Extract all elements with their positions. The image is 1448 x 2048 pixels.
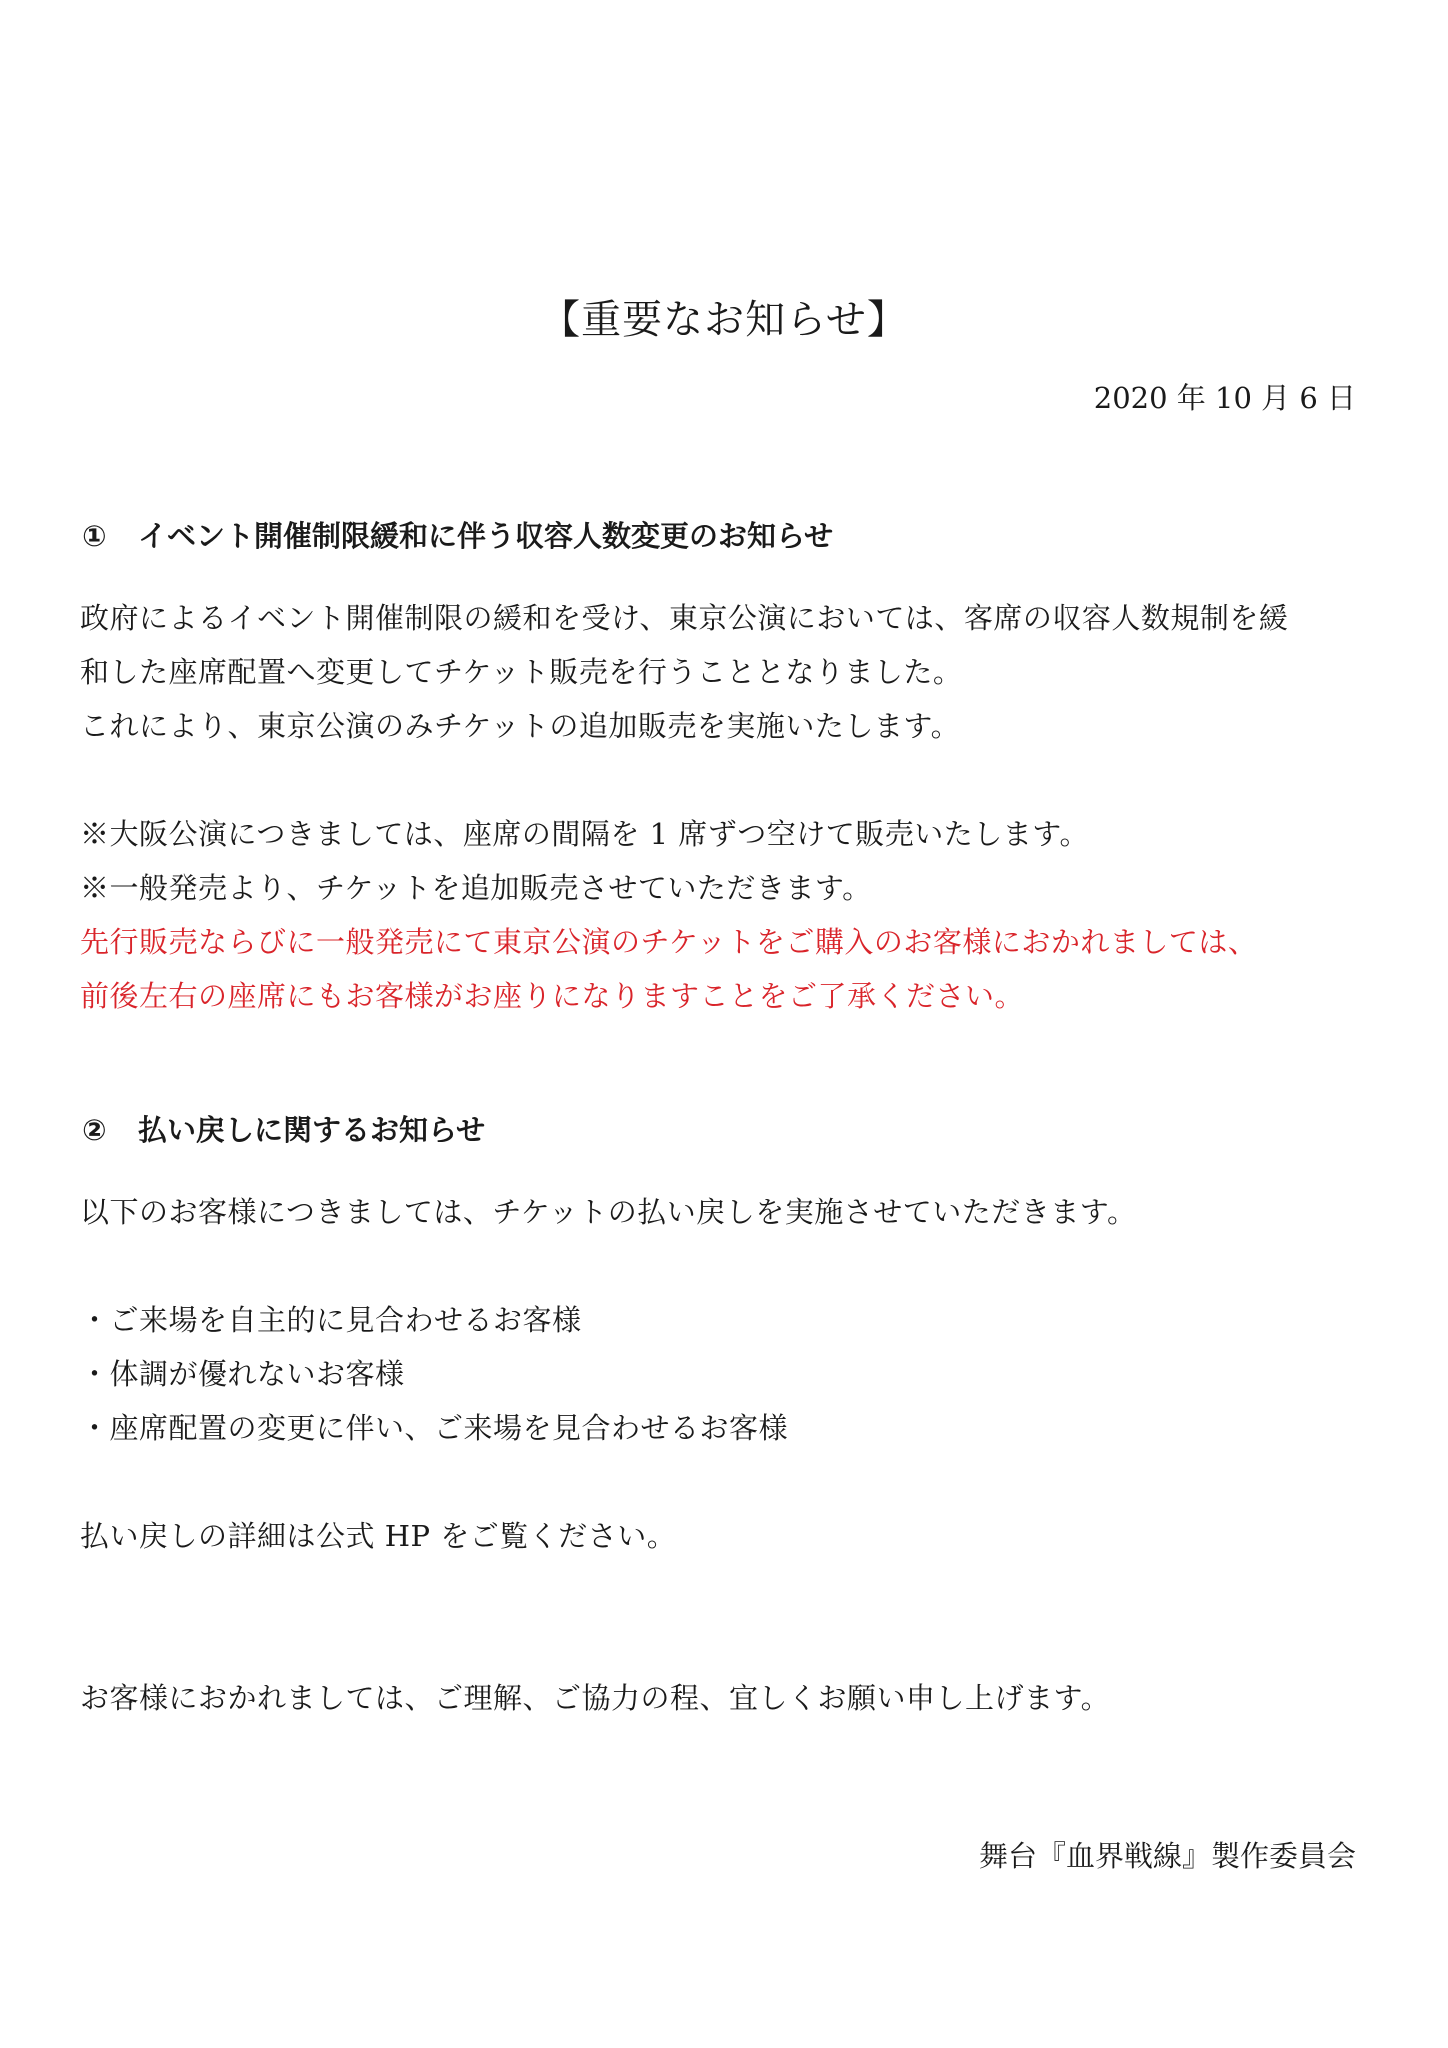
section1-note: ※大阪公演につきましては、座席の間隔を 1 席ずつ空けて販売いたします。 bbox=[80, 817, 1089, 851]
section2-heading bbox=[82, 1110, 485, 1150]
closing-message: お客様におかれましては、ご理解、ご協力の程、宜しくお願い申し上げます。 bbox=[80, 1681, 1111, 1715]
section1-warning: 前後左右の座席にもお客様がお座りになりますことをご了承ください。 bbox=[80, 979, 1025, 1013]
section2-number: ② bbox=[82, 1113, 107, 1147]
section2-details: 払い戻しの詳細は公式 HP をご覧ください。 bbox=[80, 1519, 677, 1553]
section1-number: ① bbox=[82, 519, 107, 553]
section1-paragraph-line: 和した座席配置へ変更してチケット販売を行うこととなりました。 bbox=[80, 655, 963, 689]
section1-paragraph-line: これにより、東京公演のみチケットの追加販売を実施いたします。 bbox=[80, 709, 961, 743]
section2-bullet: ・ご来場を自主的に見合わせるお客様 bbox=[80, 1303, 582, 1337]
document-title: 【重要なお知らせ】 bbox=[540, 297, 908, 343]
section2-bullet: ・体調が優れないお客様 bbox=[80, 1357, 405, 1391]
section1-heading bbox=[82, 516, 833, 556]
section2-heading-text: 払い戻しに関するお知らせ bbox=[138, 1113, 486, 1147]
signature: 舞台『血界戦線』製作委員会 bbox=[978, 1839, 1356, 1873]
section1-note: ※一般発売より、チケットを追加販売させていただきます。 bbox=[80, 871, 872, 905]
section2-bullet: ・座席配置の変更に伴い、ご来場を見合わせるお客様 bbox=[80, 1411, 789, 1445]
section1-heading-text: イベント開催制限緩和に伴う収容人数変更のお知らせ bbox=[138, 519, 834, 553]
section1-paragraph-line: 政府によるイベント開催制限の緩和を受け、東京公演においては、客席の収容人数規制を緩 bbox=[80, 601, 1289, 635]
section2-intro: 以下のお客様につきましては、チケットの払い戻しを実施させていただきます。 bbox=[80, 1195, 1137, 1229]
section1-warning: 先行販売ならびに一般発売にて東京公演のチケットをご購入のお客様におかれましては、 bbox=[80, 925, 1258, 959]
document-date: 2020 年 10 月 6 日 bbox=[1093, 381, 1356, 415]
